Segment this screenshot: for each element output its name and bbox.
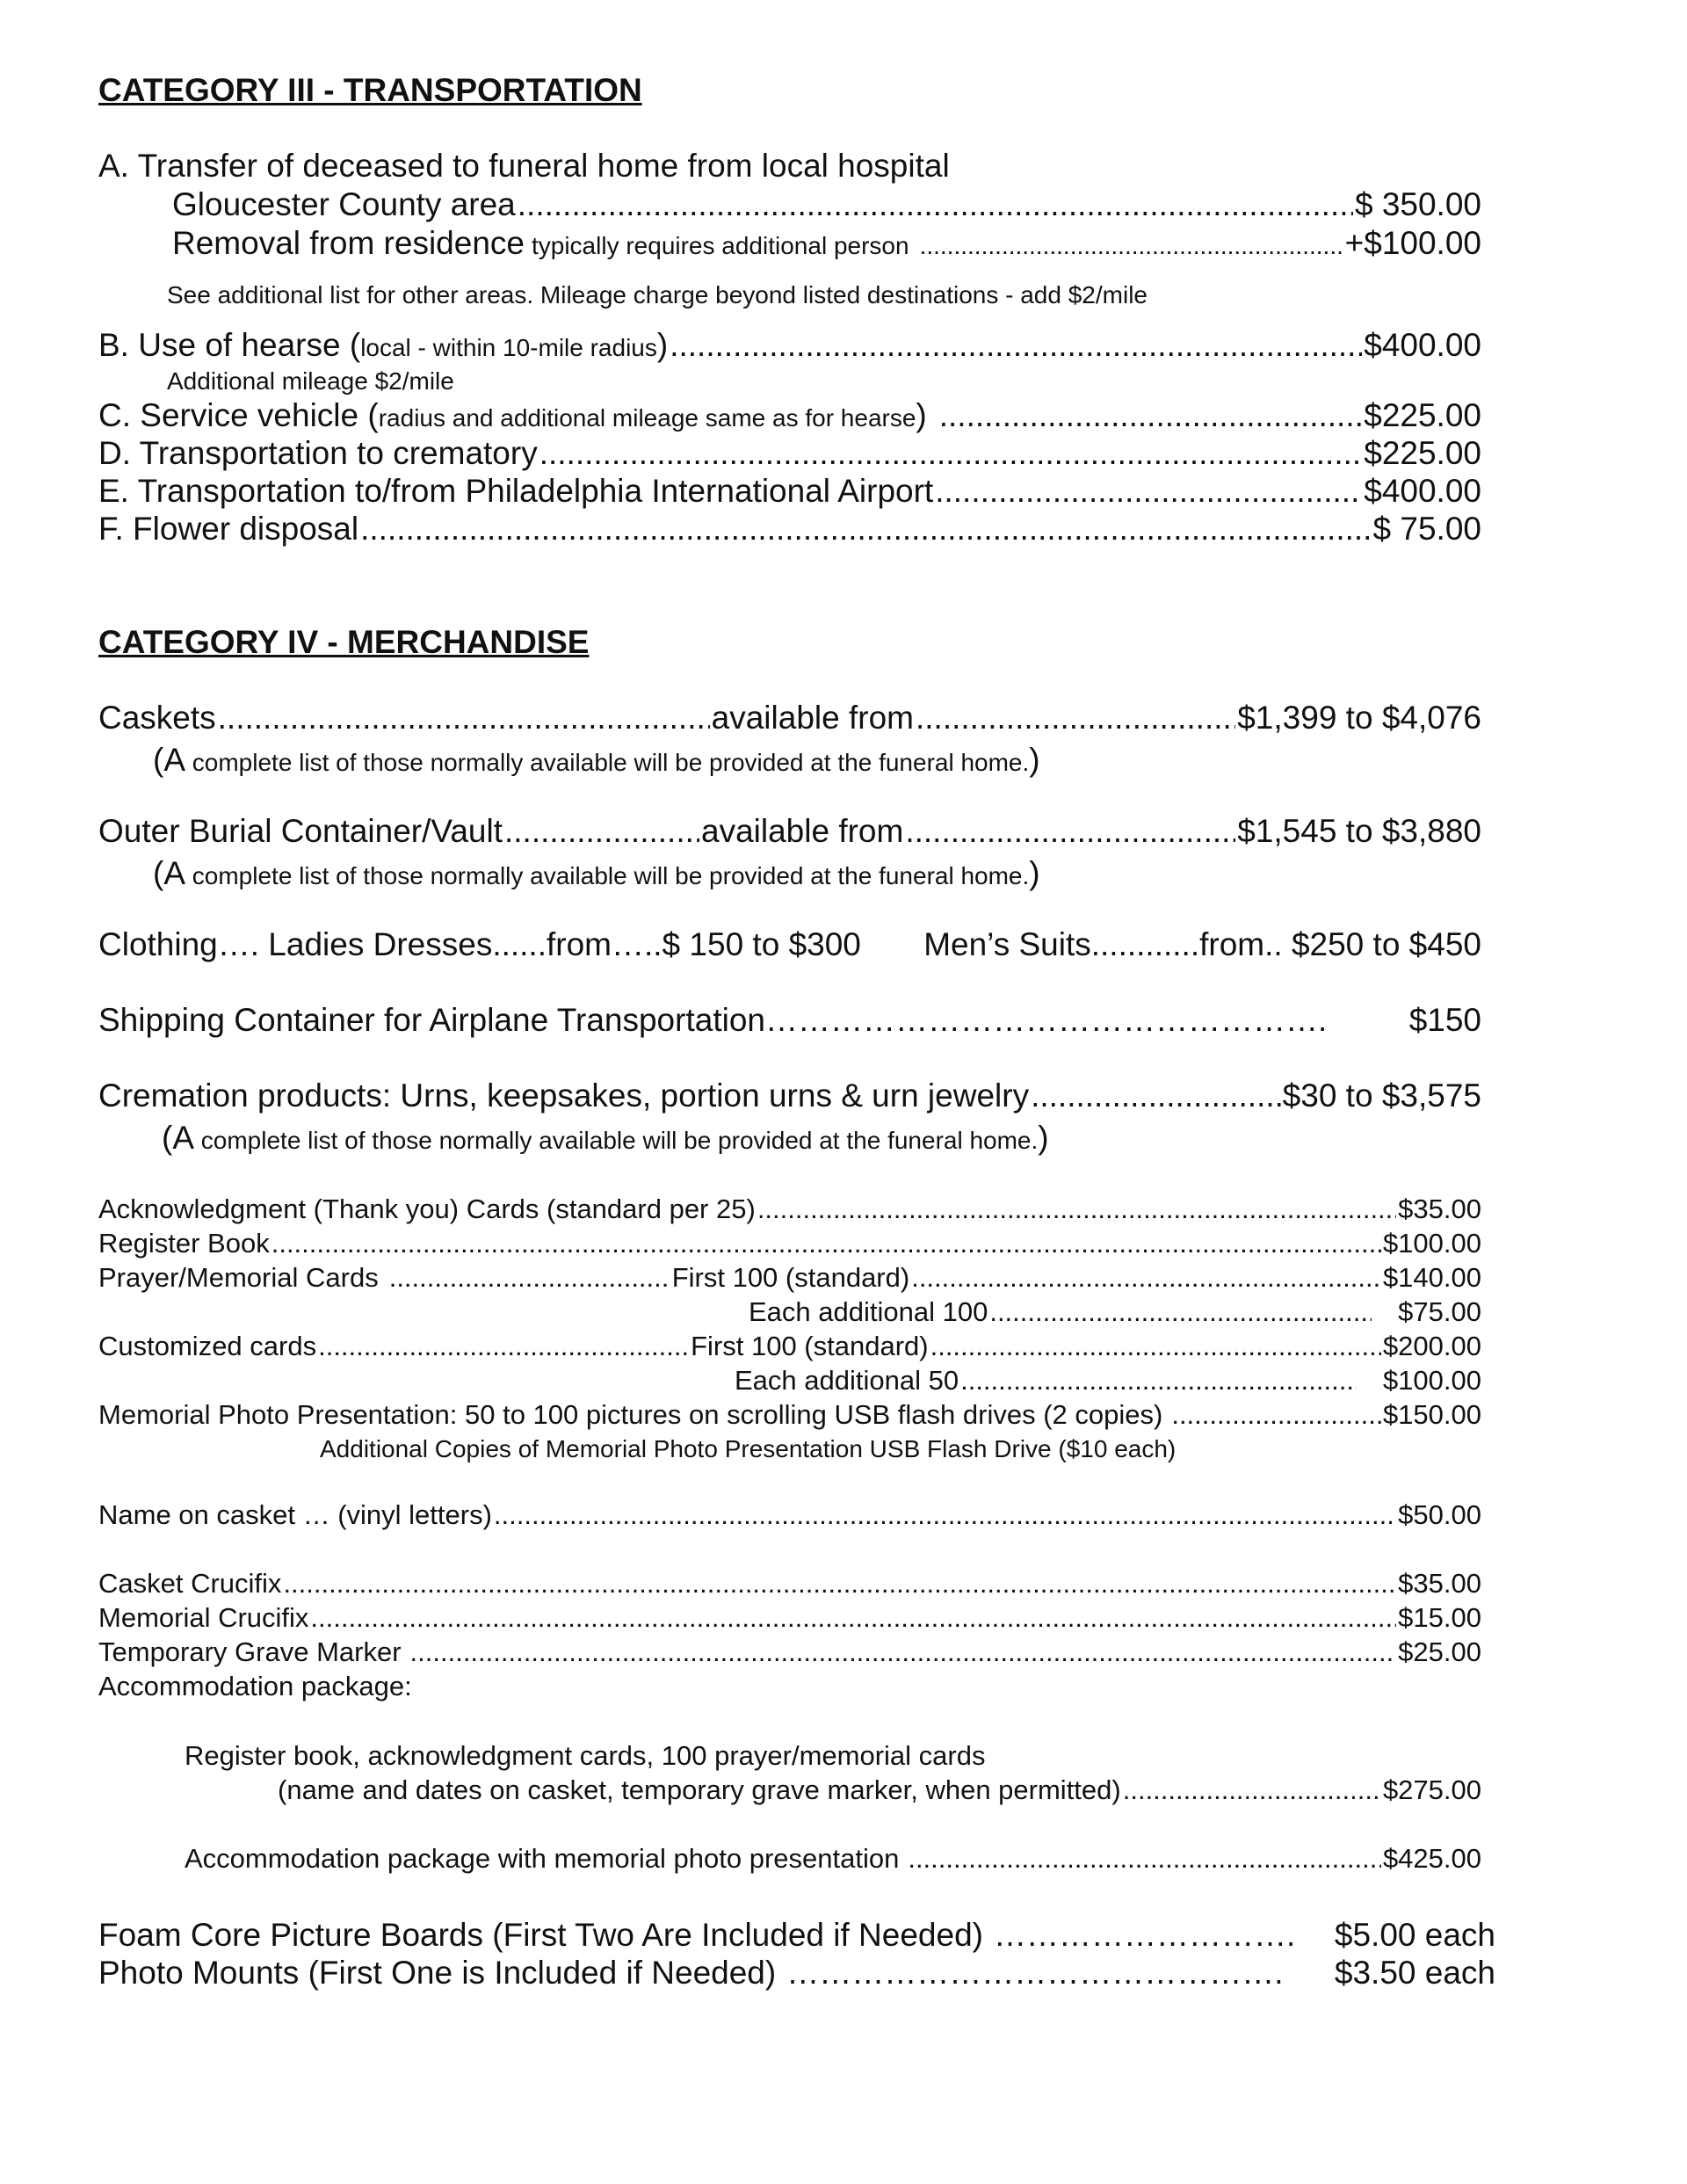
name-on-casket-row xyxy=(98,1499,1481,1531)
custom-add-row xyxy=(735,1365,1481,1397)
accommodation-heading: Accommodation package: xyxy=(98,1671,412,1701)
photo-note: Additional Copies of Memorial Photo Presentation USB Flash Drive ($10 each) xyxy=(320,1435,1177,1462)
caskets-note xyxy=(153,742,1040,779)
item-b-label: B. Use of hearse ( xyxy=(98,327,361,363)
shipping-row xyxy=(98,1002,1481,1039)
item-a2-row xyxy=(172,225,1481,262)
cremation-note-text: complete list of those normally available will be provided at the funeral home. xyxy=(194,1127,1039,1154)
item-b-row xyxy=(98,327,1481,364)
custom-label: Customized cards xyxy=(98,1331,317,1361)
grave-marker-label: Temporary Grave Marker xyxy=(98,1636,402,1667)
cremation-note xyxy=(162,1120,1049,1157)
name-on-casket-price: $50.00 xyxy=(1398,1499,1481,1530)
item-b-price: $400.00 xyxy=(1364,327,1481,363)
item-c-small: radius and additional mileage same as for hearse xyxy=(378,404,916,432)
item-c-row xyxy=(98,397,1481,434)
clothing-ladies: Clothing…. Ladies Dresses......from…..$ 150 to $300 xyxy=(98,926,861,962)
casket-crucifix-row xyxy=(98,1568,1481,1600)
shipping-label: Shipping Container for Airplane Transportation xyxy=(98,1002,765,1038)
cremation-note-open: (A xyxy=(162,1120,194,1156)
foam-boards-dots: ………………………. xyxy=(993,1917,1296,1953)
caskets-row xyxy=(98,700,1481,736)
accommodation-photo-label: Accommodation package with memorial photo presentation xyxy=(185,1843,900,1874)
item-b-close: ) xyxy=(656,327,669,363)
caskets-note-open: (A xyxy=(153,742,185,778)
item-f-label: F. Flower disposal xyxy=(98,511,359,547)
vault-label: Outer Burial Container/Vault xyxy=(98,813,503,849)
item-b-note: Additional mileage $2/mile xyxy=(167,367,454,395)
vault-price: $1,545 to $3,880 xyxy=(1237,813,1481,849)
casket-crucifix-label: Casket Crucifix xyxy=(98,1568,282,1599)
photo-mounts-price: $3.50 each xyxy=(1334,1955,1495,1991)
memorial-crucifix-row xyxy=(98,1602,1481,1634)
vault-available-from: available from xyxy=(701,813,904,849)
clothing-mens: Men’s Suits............from.. $250 to $450 xyxy=(923,926,1481,962)
caskets-note-text: complete list of those normally available will be provided at the funeral home. xyxy=(185,749,1030,776)
foam-boards-row xyxy=(98,1917,1495,1954)
accommodation-photo-row xyxy=(185,1843,1481,1875)
photo-price: $150.00 xyxy=(1382,1399,1481,1430)
item-d-label: D. Transportation to crematory xyxy=(98,435,538,471)
foam-boards-label: Foam Core Picture Boards (First Two Are Included if Needed) xyxy=(98,1917,983,1953)
prayer-label: Prayer/Memorial Cards xyxy=(98,1262,379,1293)
item-a1-price: $ 350.00 xyxy=(1354,186,1481,222)
custom-row xyxy=(98,1331,1481,1362)
caskets-available-from: available from xyxy=(711,700,914,736)
vault-row xyxy=(98,813,1481,850)
register-label: Register Book xyxy=(98,1228,270,1259)
custom-add-price: $100.00 xyxy=(1382,1365,1481,1396)
item-a2-price: +$100.00 xyxy=(1344,225,1481,261)
custom-add-label: Each additional 50 xyxy=(735,1365,959,1396)
shipping-dots: ……………………………………………. xyxy=(764,1002,1328,1038)
caskets-label: Caskets xyxy=(98,700,216,736)
memorial-crucifix-price: $15.00 xyxy=(1398,1602,1481,1633)
item-a1-label: Gloucester County area xyxy=(172,186,516,222)
accommodation-row xyxy=(278,1774,1481,1806)
prayer-add-row xyxy=(749,1296,1481,1328)
item-e-label: E. Transportation to/from Philadelphia International Airport xyxy=(98,473,934,509)
casket-crucifix-price: $35.00 xyxy=(1398,1568,1481,1599)
photo-row xyxy=(98,1399,1481,1431)
grave-marker-row xyxy=(98,1636,1481,1668)
item-c-close: ) xyxy=(916,397,927,433)
cremation-note-close: ) xyxy=(1038,1120,1049,1156)
item-d-row xyxy=(98,435,1481,472)
vault-note-text: complete list of those normally available will be provided at the funeral home. xyxy=(185,862,1030,889)
memorial-crucifix-label: Memorial Crucifix xyxy=(98,1602,309,1633)
grave-marker-price: $25.00 xyxy=(1398,1636,1481,1667)
custom-first: First 100 (standard) xyxy=(691,1331,929,1361)
photo-mounts-row xyxy=(98,1955,1495,1992)
prayer-first: First 100 (standard) xyxy=(671,1262,910,1293)
accommodation-line1: Register book, acknowledgment cards, 100 prayer/memorial cards xyxy=(185,1740,986,1771)
item-a1-row xyxy=(172,186,1481,223)
vault-note-close: ) xyxy=(1029,855,1040,891)
caskets-note-close: ) xyxy=(1029,742,1040,778)
item-e-row xyxy=(98,473,1481,510)
item-c-price: $225.00 xyxy=(1364,397,1481,433)
accommodation-line2: (name and dates on casket, temporary grave marker, when permitted) xyxy=(278,1774,1121,1805)
item-a2-label: Removal from residence xyxy=(172,225,525,261)
custom-price: $200.00 xyxy=(1382,1331,1481,1361)
accommodation-photo-price: $425.00 xyxy=(1382,1843,1481,1874)
category-iv-heading: CATEGORY IV - MERCHANDISE xyxy=(98,624,590,660)
cremation-row xyxy=(98,1077,1481,1114)
caskets-price: $1,399 to $4,076 xyxy=(1237,700,1481,736)
ack-label: Acknowledgment (Thank you) Cards (standard per 25) xyxy=(98,1194,756,1224)
item-e-price: $400.00 xyxy=(1364,473,1481,509)
prayer-add-price: $75.00 xyxy=(1398,1296,1481,1327)
photo-mounts-label: Photo Mounts (First One is Included if Needed) xyxy=(98,1955,777,1991)
cremation-label: Cremation products: Urns, keepsakes, portion urns & urn jewelry xyxy=(98,1077,1030,1114)
shipping-price: $150 xyxy=(1408,1002,1481,1038)
ack-price: $35.00 xyxy=(1398,1194,1481,1224)
accommodation-price: $275.00 xyxy=(1382,1774,1481,1805)
register-price: $100.00 xyxy=(1382,1228,1481,1259)
item-a2-note: typically requires additional person xyxy=(531,232,909,259)
foam-boards-price: $5.00 each xyxy=(1334,1917,1495,1953)
prayer-price: $140.00 xyxy=(1382,1262,1481,1293)
category-iii-heading: CATEGORY III - TRANSPORTATION xyxy=(98,72,642,108)
prayer-row xyxy=(98,1262,1481,1294)
name-on-casket-label: Name on casket … (vinyl letters) xyxy=(98,1499,492,1530)
item-d-price: $225.00 xyxy=(1364,435,1481,471)
item-f-price: $ 75.00 xyxy=(1372,511,1481,547)
vault-note-open: (A xyxy=(153,855,185,891)
item-c-label: C. Service vehicle ( xyxy=(98,397,379,433)
prayer-add-label: Each additional 100 xyxy=(749,1296,988,1327)
item-a-note: See additional list for other areas. Mileage charge beyond listed destinations - add $2/mile xyxy=(167,281,1148,308)
item-f-row xyxy=(98,511,1481,548)
item-a-heading: A. Transfer of deceased to funeral home from local hospital xyxy=(98,148,950,184)
photo-label: Memorial Photo Presentation: 50 to 100 pictures on scrolling USB flash drives (2 copies) xyxy=(98,1399,1163,1430)
ack-row xyxy=(98,1194,1481,1225)
cremation-price: $30 to $3,575 xyxy=(1282,1077,1481,1114)
photo-mounts-dots: ………………………………………. xyxy=(786,1955,1284,1991)
register-row xyxy=(98,1228,1481,1259)
item-b-small: local - within 10-mile radius xyxy=(360,334,657,361)
vault-note xyxy=(153,855,1040,892)
